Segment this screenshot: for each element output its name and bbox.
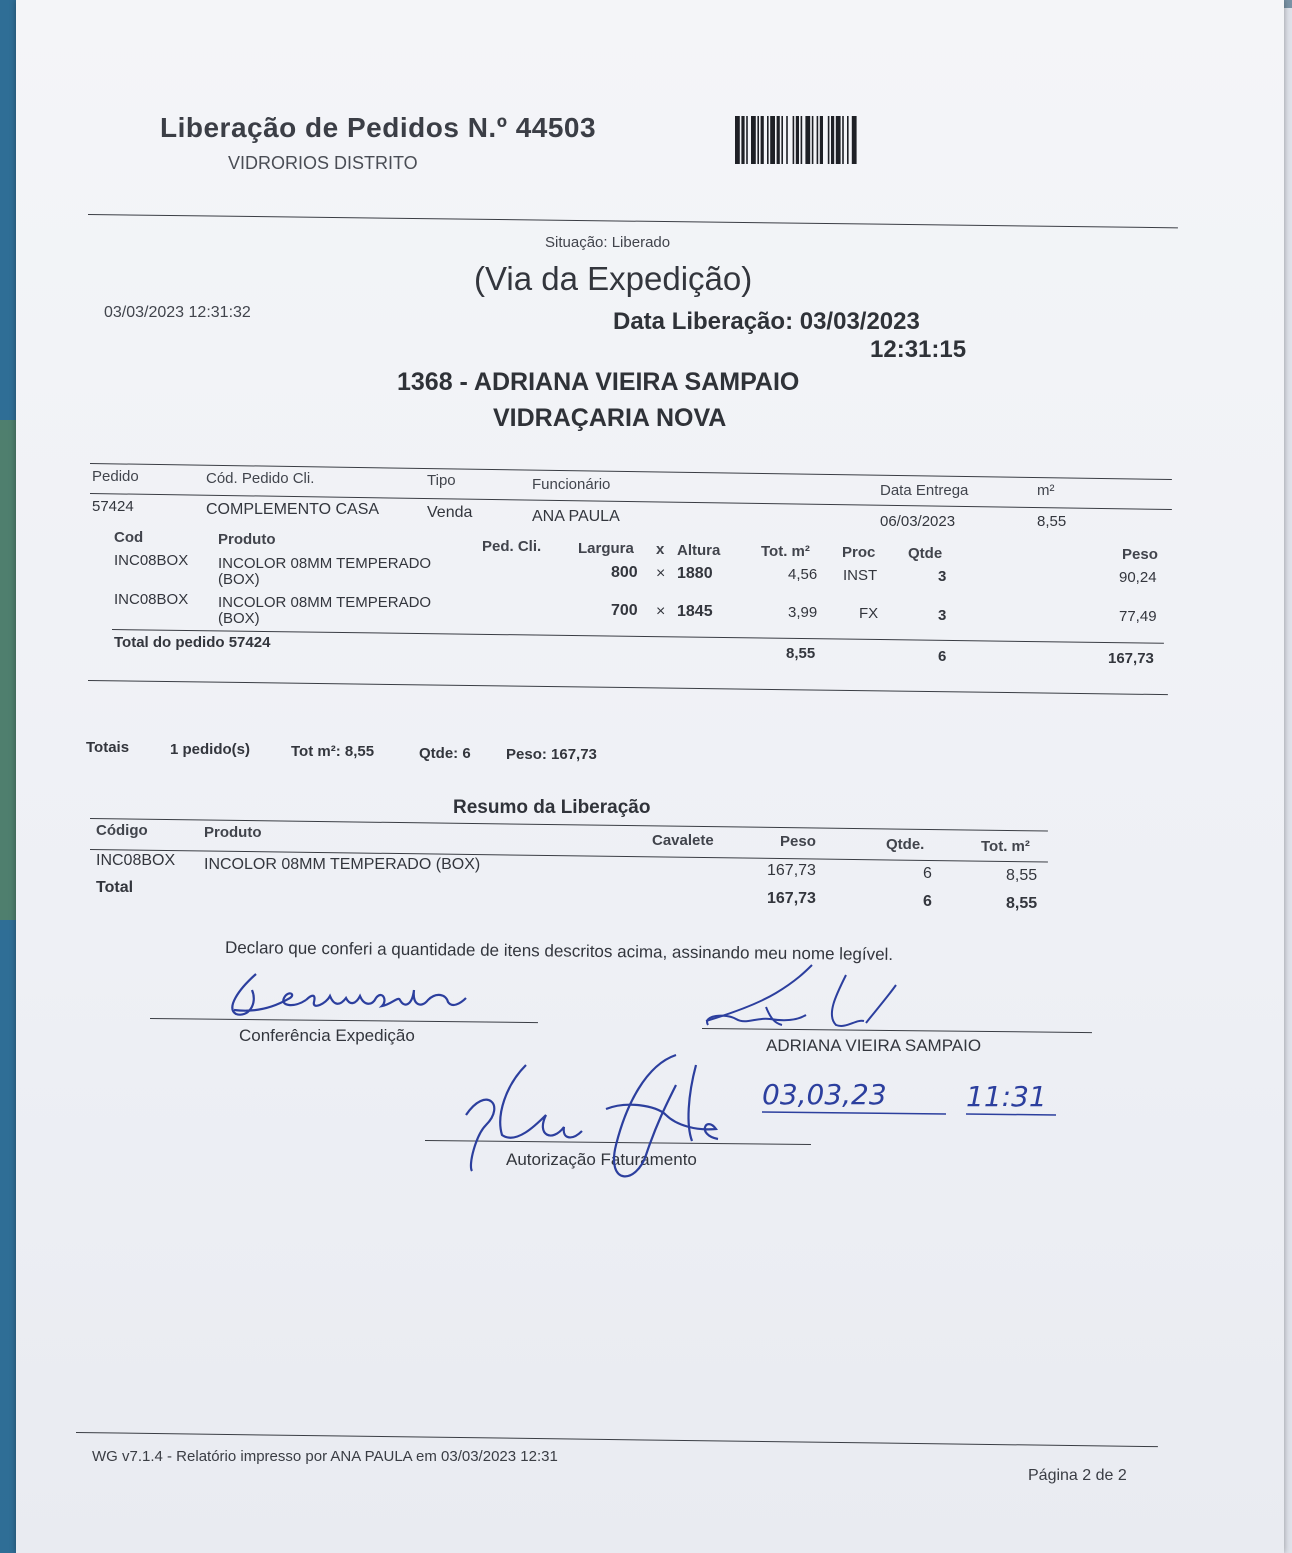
order-end-line bbox=[88, 680, 1168, 695]
item1-altura: 1880 bbox=[677, 565, 713, 582]
client-signature bbox=[696, 955, 916, 1035]
items-col-cod: Cod bbox=[114, 529, 144, 546]
copy-label: (Via da Expedição) bbox=[474, 260, 753, 297]
conferencia-label: Conferência Expedição bbox=[239, 1026, 415, 1045]
order-total-label: Total do pedido 57424 bbox=[114, 634, 271, 651]
item1-produto-2: (BOX) bbox=[218, 571, 260, 588]
resumo-col-peso: Peso bbox=[780, 833, 816, 850]
totais-m2: Tot m²: 8,55 bbox=[291, 743, 375, 760]
item2-altura: 1845 bbox=[677, 603, 713, 620]
item2-proc: FX bbox=[859, 605, 879, 622]
handwritten-time: 11:31 bbox=[966, 1080, 1047, 1113]
handwritten-date: 03,03,23 bbox=[762, 1078, 887, 1111]
order-total-m2: 8,55 bbox=[786, 645, 816, 662]
item1-qtde: 3 bbox=[938, 568, 947, 585]
item2-peso: 77,49 bbox=[1119, 608, 1157, 625]
items-col-qtde: Qtde bbox=[908, 545, 943, 562]
resumo-total-tot-m2: 8,55 bbox=[1006, 895, 1038, 912]
col-pedido: Pedido bbox=[92, 468, 139, 485]
conferencia-signature bbox=[216, 960, 476, 1030]
company-name: VIDRORIOS DISTRITO bbox=[228, 153, 418, 173]
item1-tot-m2: 4,56 bbox=[788, 566, 818, 583]
items-col-produto: Produto bbox=[218, 531, 276, 548]
resumo-col-produto: Produto bbox=[204, 824, 262, 841]
item2-qtde: 3 bbox=[938, 607, 947, 624]
items-col-altura: Altura bbox=[677, 542, 721, 559]
item1-largura: 800 bbox=[611, 564, 638, 581]
order-total-peso: 167,73 bbox=[1108, 650, 1154, 667]
autorizacao-signature bbox=[456, 1045, 756, 1195]
client-signature-label: ADRIANA VIEIRA SAMPAIO bbox=[766, 1036, 982, 1055]
resumo-col-qtde: Qtde. bbox=[886, 836, 925, 853]
resumo-row-produto: INCOLOR 08MM TEMPERADO (BOX) bbox=[204, 856, 481, 873]
resumo-col-tot-m2: Tot. m² bbox=[981, 838, 1030, 855]
col-data-entrega: Data Entrega bbox=[880, 482, 969, 499]
resumo-col-cavalete: Cavalete bbox=[652, 832, 714, 849]
resumo-row-tot-m2: 8,55 bbox=[1006, 867, 1038, 884]
items-col-proc: Proc bbox=[842, 544, 876, 561]
release-time: 12:31:15 bbox=[870, 336, 967, 363]
item2-cod: INC08BOX bbox=[114, 591, 189, 608]
header-divider bbox=[88, 214, 1178, 228]
resumo-row-codigo: INC08BOX bbox=[96, 852, 176, 869]
resumo-row-peso: 167,73 bbox=[767, 862, 816, 879]
totais-label: Totais bbox=[86, 739, 130, 756]
item1-cod: INC08BOX bbox=[114, 552, 189, 569]
release-date: Data Liberação: 03/03/2023 bbox=[613, 308, 920, 335]
totais-qtde: Qtde: 6 bbox=[419, 745, 471, 762]
col-tipo: Tipo bbox=[427, 472, 456, 489]
col-cod-pedido-cli: Cód. Pedido Cli. bbox=[206, 470, 315, 487]
col-funcionario: Funcionário bbox=[532, 476, 611, 493]
order-pedido: 57424 bbox=[92, 498, 134, 515]
barcode bbox=[735, 116, 927, 164]
item2-largura: 700 bbox=[611, 602, 638, 619]
footer-line bbox=[76, 1432, 1158, 1447]
totais-peso: Peso: 167,73 bbox=[506, 746, 597, 763]
client-line: 1368 - ADRIANA VIEIRA SAMPAIO bbox=[397, 368, 800, 396]
client-name: VIDRAÇARIA NOVA bbox=[493, 404, 727, 432]
item2-produto-2: (BOX) bbox=[218, 610, 260, 627]
order-m2: 8,55 bbox=[1037, 513, 1067, 530]
resumo-title: Resumo da Liberação bbox=[453, 797, 651, 818]
item2-x: × bbox=[656, 603, 666, 620]
resumo-total-label: Total bbox=[96, 879, 134, 896]
totais-pedidos: 1 pedido(s) bbox=[170, 741, 251, 758]
col-m2: m² bbox=[1037, 482, 1055, 499]
print-datetime: 03/03/2023 12:31:32 bbox=[104, 304, 251, 321]
items-col-peso: Peso bbox=[1122, 546, 1158, 563]
page-number: Página 2 de 2 bbox=[1028, 1467, 1127, 1484]
document-page bbox=[16, 0, 1284, 1553]
resumo-row-qtde: 6 bbox=[923, 865, 932, 882]
autorizacao-label: Autorização Faturamento bbox=[506, 1150, 697, 1169]
order-total-qtde: 6 bbox=[938, 648, 947, 665]
item1-x: × bbox=[656, 565, 666, 582]
item2-produto: INCOLOR 08MM TEMPERADO bbox=[218, 594, 432, 611]
items-col-ped-cli: Ped. Cli. bbox=[482, 538, 542, 555]
resumo-total-peso: 167,73 bbox=[767, 890, 816, 907]
document-title: Liberação de Pedidos N.º 44503 bbox=[160, 112, 597, 143]
order-funcionario: ANA PAULA bbox=[532, 508, 620, 525]
handwritten-date-time bbox=[756, 1068, 1076, 1118]
order-cod-pedido-cli: COMPLEMENTO CASA bbox=[206, 501, 380, 518]
item1-proc: INST bbox=[843, 567, 878, 584]
items-col-largura: Largura bbox=[578, 540, 634, 557]
resumo-col-codigo: Código bbox=[96, 822, 148, 839]
order-tipo: Venda bbox=[427, 504, 473, 521]
item1-produto: INCOLOR 08MM TEMPERADO bbox=[218, 555, 432, 572]
status-text: Situação: Liberado bbox=[545, 234, 671, 251]
declaration-text: Declaro que conferi a quantidade de itens descritos acima, assinando meu nome legível. bbox=[224, 938, 894, 964]
items-col-tot-m2: Tot. m² bbox=[761, 543, 810, 560]
items-col-x: x bbox=[656, 541, 665, 558]
item2-tot-m2: 3,99 bbox=[788, 604, 818, 621]
footer-printed-by: WG v7.1.4 - Relatório impresso por ANA PAULA em 03/03/2023 12:31 bbox=[92, 1448, 558, 1465]
resumo-total-qtde: 6 bbox=[923, 893, 932, 910]
item1-peso: 90,24 bbox=[1119, 569, 1157, 586]
order-data-entrega: 06/03/2023 bbox=[880, 513, 956, 530]
